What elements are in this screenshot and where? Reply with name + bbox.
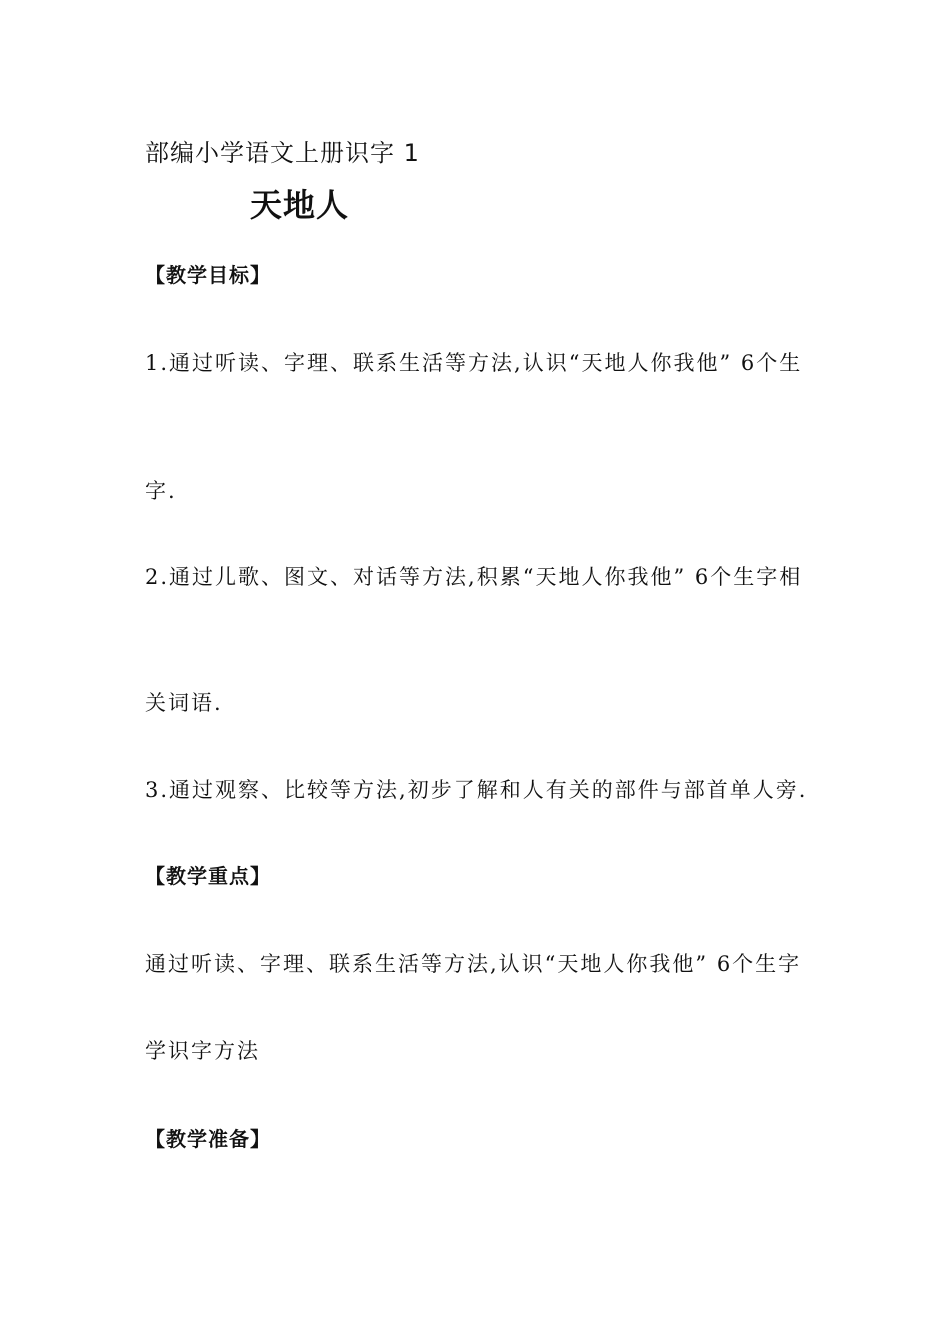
key-points-line-1: 通过听读、字理、联系生活等方法,认识“天地人你我他” 6个生字 <box>145 952 802 976</box>
objective-1-line-2: 字. <box>145 479 177 503</box>
document-title: 部编小学语文上册识字 1 <box>145 139 420 167</box>
objective-2-line-2: 关词语. <box>145 691 223 715</box>
key-points-heading: 【教学重点】 <box>145 864 271 888</box>
objective-2-line-1: 2.通过儿歌、图文、对话等方法,积累“天地人你我他” 6个生字相 <box>145 565 803 589</box>
objectives-heading: 【教学目标】 <box>145 263 271 287</box>
preparation-heading: 【教学准备】 <box>145 1127 271 1151</box>
lesson-title: 天地人 <box>250 186 350 224</box>
objective-1-line-1: 1.通过听读、字理、联系生活等方法,认识“天地人你我他” 6个生 <box>145 351 803 375</box>
key-points-line-2: 学识字方法 <box>145 1039 260 1063</box>
objective-3-line-1: 3.通过观察、比较等方法,初步了解和人有关的部件与部首单人旁. <box>145 778 808 802</box>
